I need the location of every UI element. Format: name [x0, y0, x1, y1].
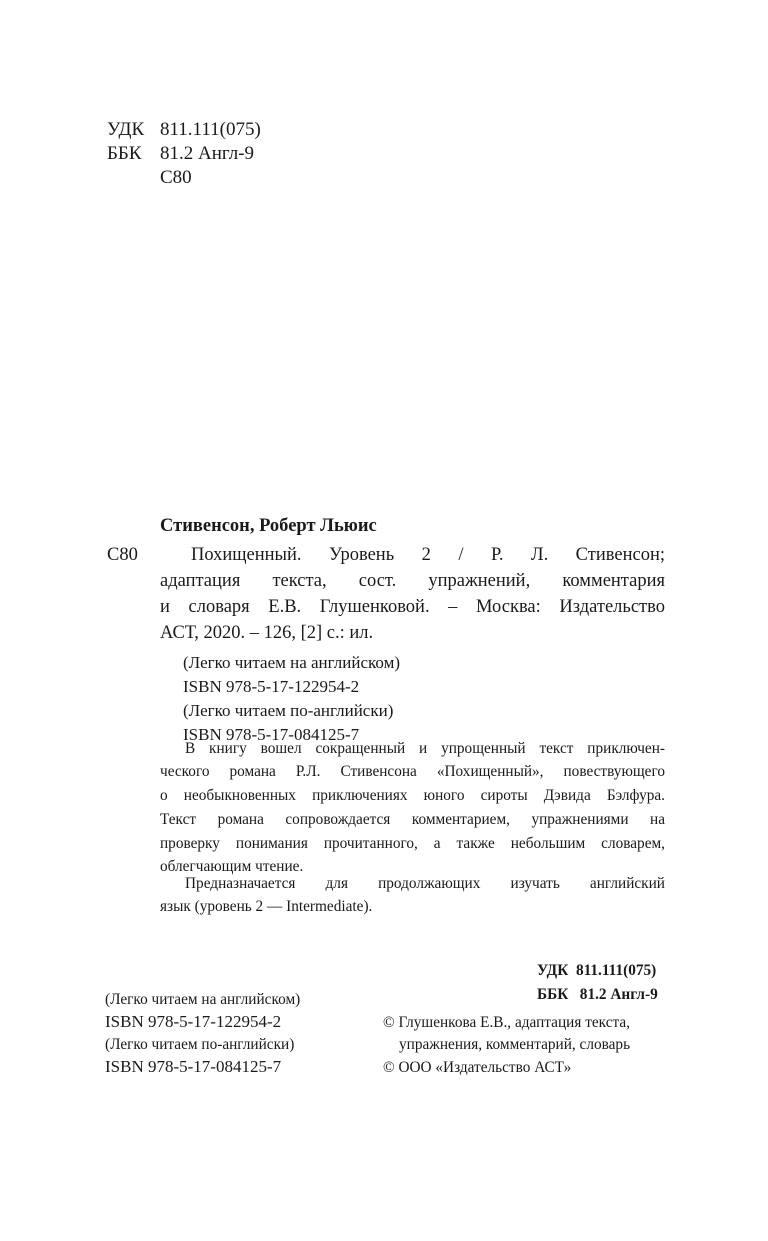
copyright-line: © ООО «Издательство АСТ» — [383, 1059, 572, 1076]
annotation-line: Текст романа сопровождается комментарием, упражнениями на — [160, 811, 665, 828]
udk-label: УДК — [107, 119, 145, 140]
series-line: (Легко читаем на английском) — [183, 653, 400, 672]
record-author-mark: С80 — [107, 545, 138, 565]
record-line: Похищенный. Уровень 2 / Р. Л. Стивенсон; — [191, 545, 665, 565]
annotation-line: проверку понимания прочитанного, а также небольшим словарем, — [160, 835, 665, 852]
author-heading: Стивенсон, Роберт Льюис — [160, 516, 377, 536]
udk-code: УДК 811.111(075) — [537, 962, 657, 979]
annotation-line: о необыкновенных приключениях юного сироты Дэвида Бэлфура. — [160, 787, 665, 804]
annotation-line: ческого романа Р.Л. Стивенсона «Похищенный», повествующего — [160, 763, 665, 780]
record-line: адаптация текста, сост. упражнений, комментария — [160, 571, 665, 591]
copyright-line: упражнения, комментарий, словарь — [399, 1036, 631, 1053]
bbk-code: ББК 81.2 Англ-9 — [537, 986, 658, 1003]
bbk-value: 81.2 Англ-9 — [160, 143, 255, 164]
isbn-line: ISBN 978-5-17-122954-2 — [105, 1012, 282, 1031]
bbk-label: ББК — [107, 143, 142, 164]
copyright-line: © Глушенкова Е.В., адаптация текста, — [383, 1014, 630, 1031]
record-line: и словаря Е.В. Глушенковой. – Москва: Издательство — [160, 597, 665, 617]
isbn-line: ISBN 978-5-17-122954-2 — [183, 677, 360, 696]
series-line: (Легко читаем на английском) — [105, 991, 301, 1008]
annotation-line: облегчающим чтение. — [160, 858, 304, 875]
annotation-line: В книгу вошел сокращенный и упрощенный текст приключен- — [185, 740, 665, 757]
annotation-line: Предназначается для продолжающих изучать английский — [185, 875, 665, 892]
author-mark: С80 — [160, 167, 192, 188]
record-line: АСТ, 2020. – 126, [2] с.: ил. — [160, 623, 374, 643]
isbn-line: ISBN 978-5-17-084125-7 — [183, 725, 360, 744]
series-line: (Легко читаем по-английски) — [105, 1036, 295, 1053]
annotation-line: язык (уровень 2 — Intermediate). — [160, 898, 373, 915]
isbn-line: ISBN 978-5-17-084125-7 — [105, 1057, 282, 1076]
series-line: (Легко читаем по-английски) — [183, 701, 394, 720]
udk-value: 811.111(075) — [160, 119, 261, 140]
